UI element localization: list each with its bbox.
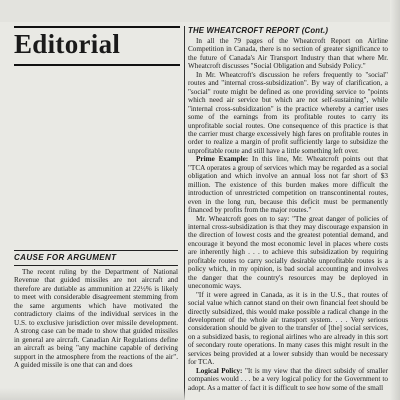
page-title: Editorial — [14, 29, 121, 59]
article-paragraph — [188, 367, 388, 392]
column-divider — [184, 26, 185, 400]
paragraph-text: Mr. Wheatcroft goes on to say: "The great danger of policies of internal cross-subsidization is that they may discourage expansion in the direction of lowest costs and the greatest potential demand, and encourage it beyond the most economic level in places where costs are inherently high . . . to achieve this subsidization by requiring profitable routes to carry socially desirable unprofitable routes is a policy which, in my opinion, is bad social accounting and involves the danger that the country's resources may be deployed in uneconomic ways. — [188, 214, 388, 291]
page-edge-shadow — [0, 388, 185, 400]
paragraph-text: "It is my view that the direct subsidy of smaller companies would . . . be a very logical policy for the Government to adopt. As a matter of fact it is difficult to see how some of the small — [188, 366, 388, 392]
article-paragraph — [188, 155, 388, 214]
article-paragraph — [188, 215, 388, 291]
article-paragraph — [188, 37, 388, 71]
run-in-heading: Prime Example: — [196, 155, 253, 164]
run-in-heading: Logical Policy: — [196, 366, 245, 375]
paragraph-text: In this line, Mr. Wheatcroft points out that "TCA operates a group of services which may be regarded as a social obligation and which involve an annual loss not far short of $3 million. The existence of this burden makes more difficult the introduction of unrestricted competition on transcontinental routes, even in the long run, because this deficit must be permanently financed by profits from the major routes." — [188, 155, 388, 215]
masthead-rule — [14, 26, 180, 28]
paragraph-text: In all the 79 pages of the Wheatcroft Report on Airline Competition in Canada, there is no section of greater significance to the future of Canada's Air Transport Industry than that where Mr. Wheatcroft discusses "Social Obligation and Subsidy Policy." — [188, 37, 388, 71]
article-paragraph — [188, 291, 388, 367]
article-body: The recent ruling by the Department of National Revenue that guided missiles are not aircraft and therefore are dutiable as ammunition at 22½% is likely to meet with considerable disagreement stemming from the same arguments which have motivated the contradictory claims of the individual services in the U.S. to exclusive jurisdiction over missile development. A strong case can be made to show that guided missiles in general are aircraft. Canadian Air Regulations define an aircraft as being "any machine capable of deriving support in the atmosphere from the reactions of the air". A guided missile is one that can and does — [14, 268, 178, 369]
article-paragraph — [188, 71, 388, 156]
paragraph-text: In Mr. Wheatcroft's discussion he refers frequently to "social" routes and "internal cross-subsidization". By way of clarification, a "social" route might be defined as one providing service to "points which need air service but which are not self-sustaining", while "internal cross-subsidization" is the practice whereby a carrier uses some of the earnings from its profitable routes to carry its unprofitable social routes. One consequence of this practice is that the carrier must charge excessively high fares on profitable routes in order to realize a margin of profit sufficiently large to subsidize the unprofitable route and still have a little something left over. — [188, 70, 388, 155]
section-rule — [14, 250, 178, 251]
section-heading: THE WHEATCROFT REPORT (Cont.) — [188, 26, 329, 35]
page-edge-shadow — [390, 0, 400, 400]
section-rule — [14, 265, 178, 266]
right-column — [188, 26, 388, 392]
paragraph-text: "If it were agreed in Canada, as it is in the U.S., that routes of social value which cannot stand on their own financial feet should be directly subsidized, this would make possible a radical change in the development of the whole air transport system. . . . Very serious consideration should be given to the transfer of [the] social services, on a subsidized basis, to regional airlines who are already in this sort of secondary route operations. In many cases this might result in the services being provided at a lower subsidy than would be necessary for TCA. — [188, 290, 388, 367]
section-heading: CAUSE FOR ARGUMENT — [14, 253, 117, 262]
top-margin — [0, 0, 400, 22]
left-column — [14, 250, 178, 369]
masthead-rule — [14, 64, 180, 66]
